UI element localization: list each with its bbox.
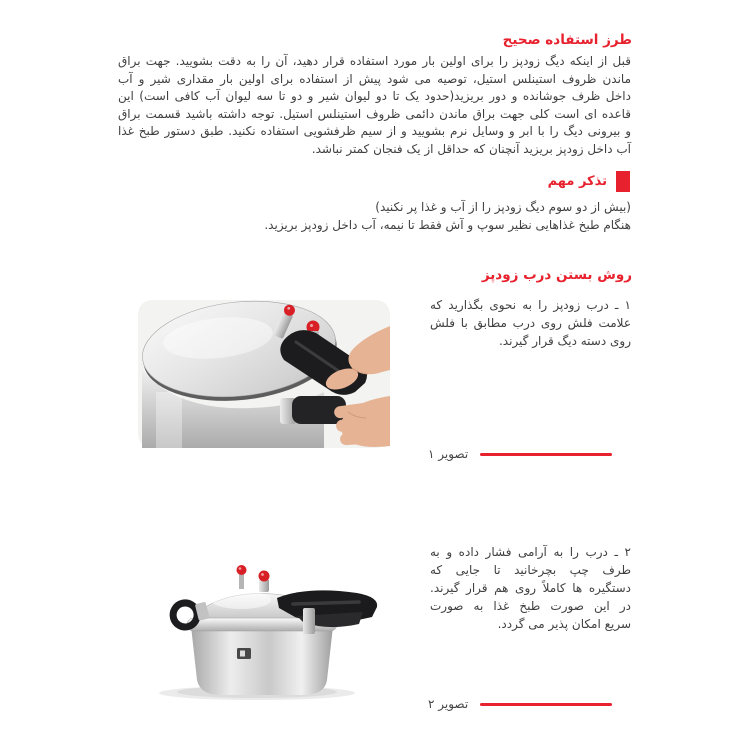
step-2-text: ۲ ـ درب را به آرامی فشار داده و به طرف چپ بچرخانید تا جایی که دستگیره ها کاملاً روی هم قرار گیرند. در این صورت طبخ غذا به صورت سریع امکان پذیر می گردد. (430, 545, 631, 631)
figure-1-pressure-cooker-closeup-photo (138, 300, 390, 448)
usage-section-heading: طرز استفاده صحیح (502, 32, 632, 48)
step-1-text: ۱ ـ درب زودپز را به نحوی بگذارید که علامت فلش روی درب مطابق با فلش روی دسته دیگ قرار گیرند. (430, 298, 631, 348)
figure-1-caption-row (428, 444, 612, 464)
steam-valves (237, 565, 270, 592)
handle-clamp (303, 608, 315, 634)
figure-2-pressure-cooker-photo (155, 542, 395, 702)
red-square-marker-icon (616, 171, 630, 192)
important-note-header (548, 171, 630, 192)
figure-2-caption: تصویر ۲ (428, 697, 469, 711)
figure-1-caption-line (480, 453, 612, 456)
pot-body (191, 626, 333, 695)
figure-1-caption: تصویر ۱ (428, 447, 469, 461)
usage-paragraph: قبل از اینکه دیگ زودپز را برای اولین بار مورد استفاده قرار دهید، آن را به دقت بشویید. جهت براق ماندن ظروف استینلس استیل، توصیه می شود پیش از استفاده برای اولین بار مقداری شیر و آب داخل ظرف جوشانده و دور بریزید(حدود یک تا دو لیوان شیر و دو تا سه لیوان آب کافی است) این قاعده ای است کلی جهت براق ماندن دائمی ظروف استینلس استیل. توجه داشته باشید قسمت براق و بیرونی دیگ را با ابر و وسایل نرم بشویید و از سیم ظرفشویی استفاده نکنید. طبق دستور طبخ غذا آب داخل زودپز بریزید آنچنان که حداقل از یک فنجان کمتر نباشد. (118, 54, 631, 156)
closing-section-heading: روش بستن درب زودپز (481, 267, 632, 283)
important-note-text: (بیش از دو سوم دیگ زودپز را از آب و غذا پر نکنید) هنگام طبخ غذاهایی نظیر سوپ و آش فقط تا نیمه، آب داخل زودپز بریزید. (264, 200, 631, 232)
figure-2-caption-row (428, 694, 612, 714)
important-note-title: تذکر مهم (547, 174, 607, 189)
figure-2-caption-line (480, 703, 612, 706)
